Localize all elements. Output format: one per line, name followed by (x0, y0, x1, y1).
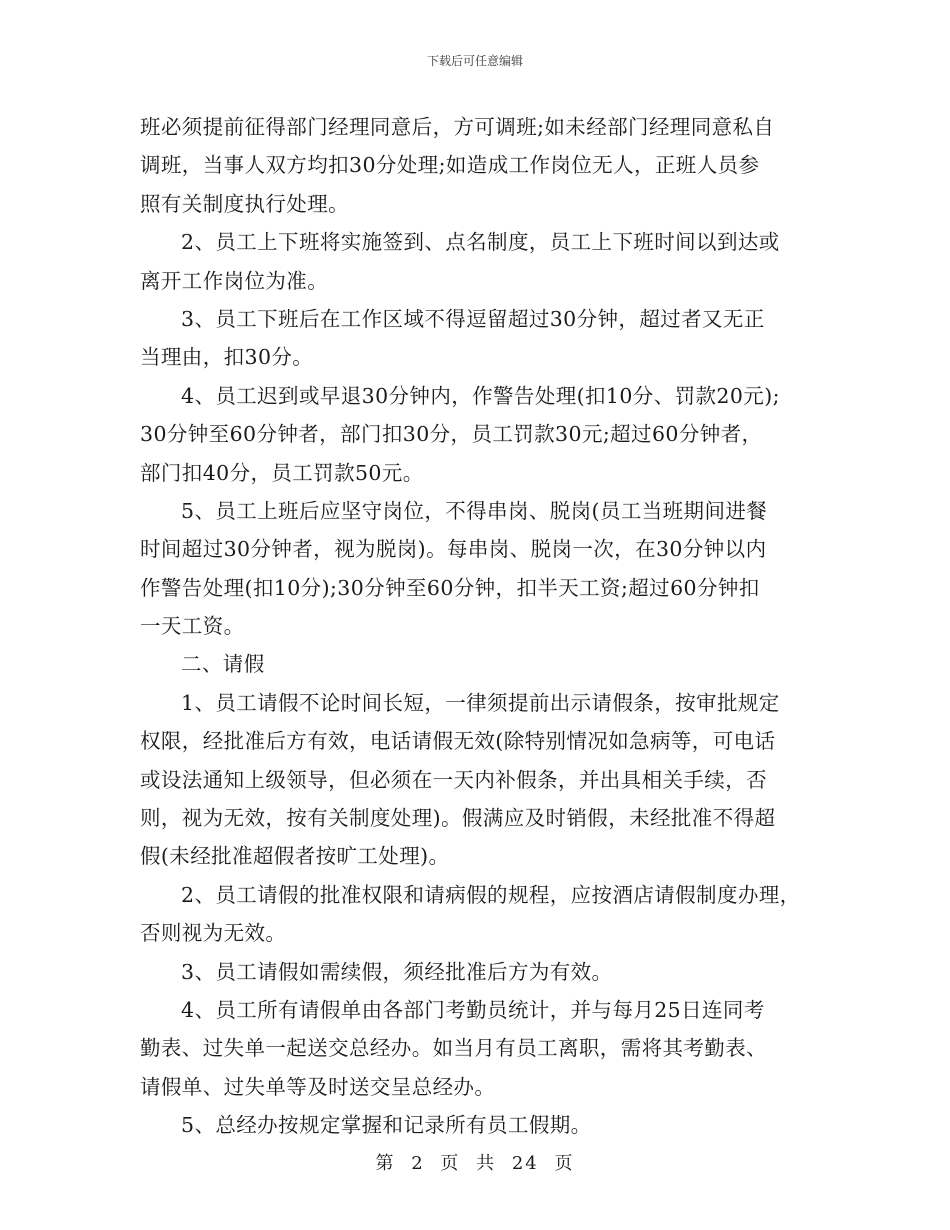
text-line: 则，视为无效，按有关制度处理)。假满应及时销假，未经批准不得超 (140, 806, 776, 831)
text-line: 时间超过30分钟者，视为脱岗)。每串岗、脱岗一次，在30分钟以内 (140, 537, 767, 562)
text-line: 请假单、过失单等及时送交呈总经办。 (140, 1074, 496, 1099)
text-line: 权限，经批准后方有效，电话请假无效(除特别情况如急病等，可电话 (140, 729, 776, 754)
text-line: 3、员工下班后在工作区域不得逗留超过30分钟，超过者又无正 (181, 306, 765, 331)
text-line: 照有关制度执行处理。 (140, 191, 349, 216)
text-line: 离开工作岗位为准。 (140, 268, 329, 293)
text-line: 作警告处理(扣10分);30分钟至60分钟，扣半天工资;超过60分钟扣 (140, 575, 760, 600)
text-line: 5、总经办按规定掌握和记录所有员工假期。 (181, 1113, 592, 1138)
text-line: 班必须提前征得部门经理同意后，方可调班;如未经部门经理同意私自 (140, 115, 775, 139)
text-line: 否则视为无效。 (140, 921, 287, 946)
page-header-note: 下载后可任意编辑 (426, 54, 523, 68)
text-line: 调班，当事人双方均扣30分处理;如造成工作岗位无人，正班人员参 (140, 153, 760, 178)
text-line: 或设法通知上级领导，但必须在一天内补假条，并出具相关手续，否 (140, 767, 767, 792)
document-body (140, 108, 812, 1145)
text-line: 当理由，扣30分。 (140, 345, 314, 370)
text-line: 二、请假 (181, 652, 265, 677)
text-line: 2、员工请假的批准权限和请病假的规程，应按酒店请假制度办理， (181, 882, 801, 907)
page-number-footer: 第 2 页 共 24 页 (375, 1153, 575, 1174)
text-line: 4、员工迟到或早退30分钟内，作警告处理(扣10分、罚款20元); (181, 383, 780, 408)
text-line: 部门扣40分，员工罚款50元。 (140, 460, 424, 485)
text-line: 3、员工请假如需续假，须经批准后方为有效。 (181, 959, 613, 984)
text-line: 5、员工上班后应坚守岗位，不得串岗、脱岗(员工当班期间进餐 (181, 498, 768, 523)
text-line: 假(未经批准超假者按旷工处理)。 (140, 844, 450, 869)
text-line: 勤表、过失单一起送交总经办。如当月有员工离职，需将其考勤表、 (140, 1036, 767, 1061)
text-line: 4、员工所有请假单由各部门考勤员统计，并与每月25日连同考 (181, 997, 765, 1022)
text-line: 2、员工上下班将实施签到、点名制度，员工上下班时间以到达或 (181, 230, 780, 255)
text-line: 1、员工请假不论时间长短，一律须提前出示请假条，按审批规定 (181, 690, 780, 715)
text-line: 30分钟至60分钟者，部门扣30分，员工罚款30元;超过60分钟者， (140, 422, 763, 447)
text-line: 一天工资。 (140, 614, 245, 639)
